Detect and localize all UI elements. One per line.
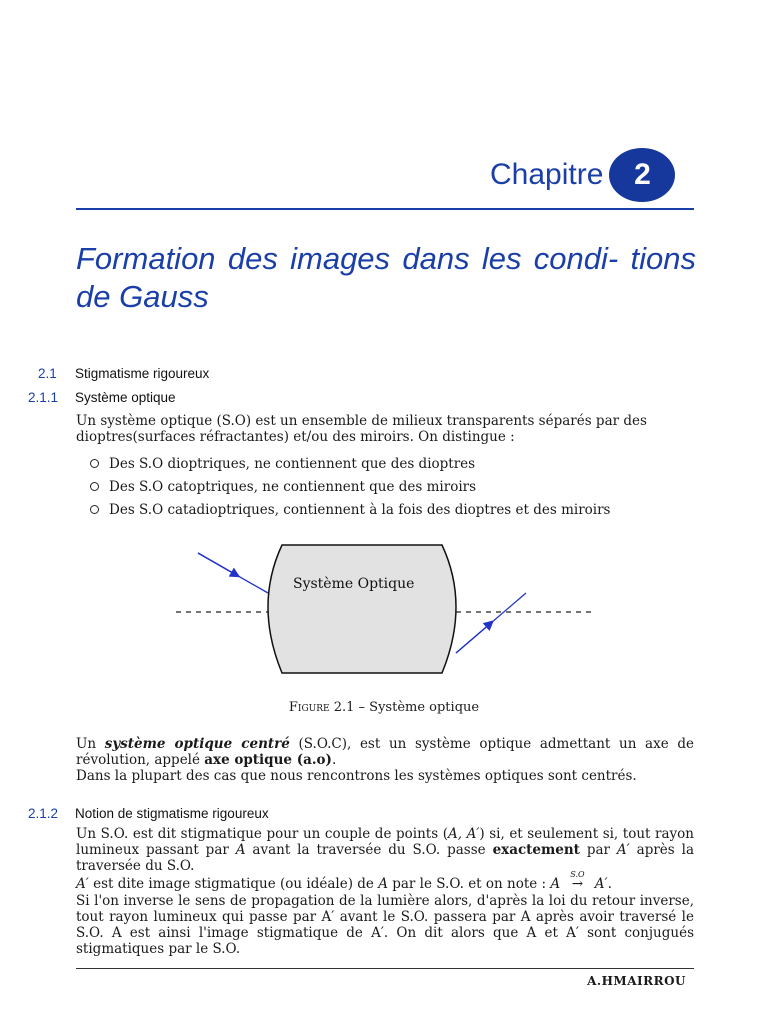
optical-system-box (268, 545, 456, 673)
stigmatism-paragraph-3: Si l'on inverse le sens de propagation de la lumière alors, d'après la loi du retour inverse, tout rayon lumineux qui passe par A′ avant le S.O. passera par A après avoir traversé le S.O. A est ainsi l'image stigmatique de A′. On dit alors que A et A′ sont conjugués stigmatiques par le S.O. (76, 893, 694, 957)
chapter-rule (76, 208, 694, 210)
section-2-1-1-heading (28, 390, 176, 405)
chapter-number-badge: 2 (609, 148, 675, 202)
section-label: Système optique (75, 390, 176, 405)
bullet-list (90, 452, 610, 521)
circle-bullet-icon (90, 505, 99, 514)
soc-line-2: Dans la plupart des cas que nous rencontrons les systèmes optiques sont centrés. (76, 768, 637, 784)
chapter-header (490, 148, 675, 202)
incident-ray-arrow (198, 553, 238, 576)
section-number: 2.1.1 (28, 390, 59, 405)
emergent-ray-arrow (456, 622, 492, 653)
intro-paragraph: Un système optique (S.O) est un ensemble de milieux transparents séparés par des dioptres(surfaces réfractantes) et/ou des miroirs. On distingue : (76, 413, 647, 445)
stigmatism-paragraph-1: Un S.O. est dit stigmatique pour un couple de points (A, A′) si, et seulement si, tout rayon lumineux passant par A avant la traversée du S.O. passe exactement par A′ après la traversée du S.O. (76, 826, 695, 874)
list-item: Des S.O catadioptriques, contiennent à la fois des dioptres et des miroirs (90, 498, 610, 521)
section-label: Stigmatisme rigoureux (75, 366, 210, 381)
author-name: A.HMAIRROU (587, 974, 686, 988)
list-item: Des S.O dioptriques, ne contiennent que des dioptres (90, 452, 610, 475)
section-number: 2.1 (38, 366, 57, 381)
circle-bullet-icon (90, 459, 99, 468)
chapter-word: Chapitre (490, 158, 604, 191)
list-item: Des S.O catoptriques, ne contiennent que des miroirs (90, 475, 610, 498)
optical-system-label: Système Optique (293, 576, 415, 592)
section-number: 2.1.2 (28, 806, 59, 821)
circle-bullet-icon (90, 482, 99, 491)
conjugation-arrow: S.O → (570, 870, 585, 892)
section-label: Notion de stigmatisme rigoureux (75, 806, 269, 821)
section-2-1-heading (38, 366, 209, 381)
stigmatism-line-2: A′ est dite image stigmatique (ou idéale) de A par le S.O. et on note : A S.O → A′. (76, 870, 612, 892)
section-2-1-2-heading (28, 806, 269, 821)
optical-system-figure (170, 535, 600, 685)
soc-paragraph: Un système optique centré (S.O.C), est un système optique admettant un axe de révolution, appelé axe optique (a.o). (76, 736, 694, 768)
figure-caption: Figure 2.1 – Système optique (288, 700, 480, 715)
footer-rule (76, 968, 694, 969)
chapter-title: Formation des images dans les condi- tions de Gauss (76, 241, 696, 314)
